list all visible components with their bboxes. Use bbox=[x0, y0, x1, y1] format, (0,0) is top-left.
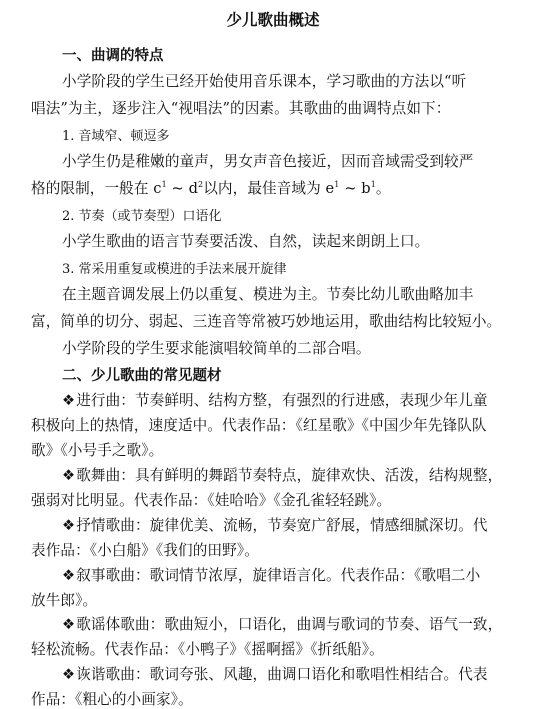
paragraph-line: 作品：《粗心的小画家》。 bbox=[31, 691, 193, 708]
paragraph-line: 积极向上的热情，速度适中。代表作品：《红星歌》《中国少年先锋队队 bbox=[31, 417, 487, 435]
four-diamond-bullet-icon: ❖ bbox=[62, 392, 76, 410]
list-item-ballad bbox=[62, 613, 502, 634]
paragraph-line: 强弱对比明显。代表作品：《娃哈哈》《金孔雀轻轻跳》。 bbox=[31, 491, 392, 509]
section-heading-melody: 一、曲调的特点 bbox=[62, 48, 164, 64]
paragraph-line: 小学生仍是稚嫩的童声，男女声音色接近，因而音域需受到较严 bbox=[62, 153, 474, 170]
paragraph-line: 放牛郎》。 bbox=[31, 591, 98, 609]
page-title: 少儿歌曲概述 bbox=[226, 11, 320, 29]
subheading-repetition: 3. 常采用重复或模进的手法来展开旋律 bbox=[62, 262, 287, 277]
superscript: 2 bbox=[198, 180, 204, 189]
paragraph-line-range bbox=[31, 177, 391, 198]
paragraph-line: 轻松流畅。代表作品：《小鸭子》《摇啊摇》《折纸船》。 bbox=[31, 641, 384, 659]
list-item-humorous bbox=[62, 663, 488, 684]
four-diamond-bullet-icon: ❖ bbox=[62, 566, 76, 584]
paragraph-line: 小学阶段的学生已经开始使用音乐课本，学习歌曲的方法以“听 bbox=[62, 73, 467, 90]
paragraph-line: 唱法”为主，逐步注入“视唱法”的因素。其歌曲的曲调特点如下： bbox=[31, 100, 451, 117]
paragraph-line: 小学阶段的学生要求能演唱较简单的二部合唱。 bbox=[62, 340, 371, 357]
four-diamond-bullet-icon: ❖ bbox=[62, 616, 76, 634]
text-run: ~ b bbox=[339, 180, 371, 197]
text-run: 。 bbox=[375, 180, 391, 197]
list-item-march bbox=[62, 389, 488, 410]
subheading-range: 1. 音域窄、顿逗多 bbox=[62, 129, 170, 144]
four-diamond-bullet-icon: ❖ bbox=[62, 467, 76, 484]
superscript: 1 bbox=[334, 180, 340, 189]
list-item-text: 抒情歌曲：旋律优美、流畅，节奏宽广舒展，情感细腻深切。代 bbox=[76, 516, 488, 534]
list-item-text: 叙事歌曲：歌词情节浓厚，旋律语言化。代表作品：《歌唱二小 bbox=[76, 566, 481, 584]
list-item-lyrical bbox=[62, 514, 488, 535]
section-heading-themes: 二、少儿歌曲的常见题材 bbox=[62, 368, 222, 384]
text-run: 以内，最佳音域为 e bbox=[203, 180, 335, 197]
text-run: ~ d bbox=[166, 180, 199, 197]
paragraph-line: 小学生歌曲的语言节奏要活泼、自然，读起来朗朗上口。 bbox=[62, 233, 430, 250]
list-item-text: 歌舞曲：具有鲜明的舞蹈节奏特点，旋律欢快、活泼，结构规整， bbox=[76, 467, 503, 484]
superscript: 1 bbox=[370, 180, 376, 189]
subheading-rhythm: 2. 节奏（或节奏型）口语化 bbox=[62, 209, 222, 224]
superscript: 1 bbox=[161, 180, 167, 189]
list-item-text: 进行曲：节奏鲜明、结构方整，有强烈的行进感，表现少年儿童 bbox=[76, 392, 488, 410]
paragraph-line: 歌》《小号手之歌》。 bbox=[31, 442, 164, 460]
paragraph-line: 富，简单的切分、弱起、三连音等常被巧妙地运用，歌曲结构比较短小。 bbox=[31, 313, 502, 330]
paragraph-line: 表作品：《小白船》《我们的田野》。 bbox=[31, 541, 259, 559]
list-item-narrative bbox=[62, 564, 480, 585]
list-item-text: 诙谐歌曲：歌词夸张、风趣，曲调口语化和歌唱性相结合。代表 bbox=[76, 666, 488, 684]
text-run: 格的限制，一般在 c bbox=[31, 180, 162, 197]
list-item-dance bbox=[62, 464, 502, 485]
paragraph-line: 在主题音调发展上仍以重复、模进为主。节奏比幼儿歌曲略加丰 bbox=[62, 286, 474, 303]
four-diamond-bullet-icon: ❖ bbox=[62, 666, 76, 684]
list-item-text: 歌谣体歌曲：歌曲短小，口语化，曲调与歌词的节奏、语气一致， bbox=[76, 616, 503, 634]
four-diamond-bullet-icon: ❖ bbox=[62, 516, 76, 534]
